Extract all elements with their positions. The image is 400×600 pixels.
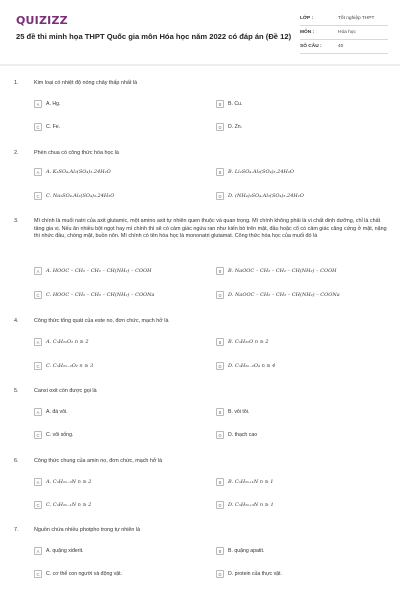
option-c[interactable]	[34, 429, 204, 441]
option-b[interactable]	[216, 545, 386, 557]
document-title: 25 đề thi minh họa THPT Quốc gia môn Hóa học năm 2022 có đáp án (Đề 12)	[16, 32, 292, 41]
question-number: 2.	[14, 150, 19, 156]
meta-value: Tốt nghiệp THPT	[338, 16, 375, 21]
option-d[interactable]	[216, 289, 386, 301]
option-letter-box: A	[34, 168, 42, 176]
question-number: 6.	[14, 458, 19, 464]
option-c[interactable]	[34, 499, 204, 511]
option-d[interactable]	[216, 568, 386, 580]
option-letter-box: A	[34, 338, 42, 346]
option-letter-box: B	[216, 547, 224, 555]
option-letter-box: D	[216, 501, 224, 509]
page-header	[0, 0, 400, 62]
option-text: D. NaOOC – CH₂ – CH₂ – CH(NH₂) – COONa	[228, 292, 340, 298]
option-letter-box: A	[34, 267, 42, 275]
option-text: B. quặng apatit.	[228, 548, 265, 554]
question-number: 4.	[14, 318, 19, 324]
meta-value: 40	[338, 44, 344, 49]
option-b[interactable]	[216, 476, 386, 488]
option-letter-box: C	[34, 362, 42, 370]
option-d[interactable]	[216, 499, 386, 511]
option-text: D. CₙH₂ₙ₋₂O₄ n ≥ 4	[228, 363, 276, 369]
header-divider	[0, 64, 400, 66]
option-b[interactable]	[216, 166, 386, 178]
option-letter-box: C	[34, 192, 42, 200]
option-text: C. CₙH₂ₙ₋₁N n ≥ 2	[46, 502, 92, 508]
option-letter-box: A	[34, 408, 42, 416]
option-text: A. K₂SO₄.Al₂(SO₄)₃.24H₂O	[46, 169, 111, 175]
option-a[interactable]	[34, 336, 204, 348]
option-text: C. HOOC – CH₂ – CH₂ – CH(NH₂) – COONa	[46, 292, 155, 298]
option-text: A. Hg.	[46, 101, 61, 107]
option-letter-box: C	[34, 431, 42, 439]
question-number: 5.	[14, 388, 19, 394]
option-letter-box: B	[216, 168, 224, 176]
option-c[interactable]	[34, 190, 204, 202]
meta-key: SỐ CÂU :	[300, 44, 322, 49]
question-text: Kim loại có nhiệt độ nóng chảy thấp nhất là	[34, 80, 138, 86]
question-text: Mì chính là muối natri của axit glutamic, một amino axit tự nhiên quen thuộc và quan trọng. Mì chính không phải là vi chất dinh dưỡng, chỉ là chất tăng gia vị. Nếu ăn nhiều bột ngọt hay mì chính thì sẽ có cảm giác ngứa ran như kiến bò trên mặt, đầu hoặc cổ có cảm giác căng cứng ở mặt, nặng thì nhức đầu, chóng mặt, buồn nôn. Mì chính có tên hóa học là mononatri glutamat. Công thức hóa học của muối đó là	[34, 218, 387, 240]
option-text: B. CₙH₂ₙ₊₁N n ≥ 1	[228, 479, 274, 485]
option-a[interactable]	[34, 406, 204, 418]
option-b[interactable]	[216, 336, 386, 348]
option-text: A. quặng xiđerit.	[46, 548, 84, 554]
option-text: A. CₙH₂ₙO₂ n ≥ 2	[46, 339, 89, 345]
option-text: C. Na₂SO₄.Al₂(SO₄)₃.24H₂O	[46, 193, 115, 199]
option-letter-box: D	[216, 291, 224, 299]
option-letter-box: A	[34, 547, 42, 555]
option-c[interactable]	[34, 360, 204, 372]
option-text: C. Fe.	[46, 124, 61, 130]
option-c[interactable]	[34, 289, 204, 301]
option-text: C. CₙH₂ₙ₋₂O₂ n ≥ 3	[46, 363, 94, 369]
meta-row-subject	[300, 26, 388, 40]
question-text: Công thức chung của amin no, đơn chức, mạch hở là	[34, 458, 163, 464]
option-text: A. đá vôi.	[46, 409, 68, 415]
option-letter-box: C	[34, 570, 42, 578]
option-d[interactable]	[216, 429, 386, 441]
question-text: Nguồn chứa nhiều photpho trong tự nhiên là	[34, 527, 141, 533]
option-letter-box: C	[34, 291, 42, 299]
option-text: A. HOOC – CH₂ – CH₂ – CH(NH₂) – COOH	[46, 268, 152, 274]
option-letter-box: B	[216, 267, 224, 275]
option-letter-box: B	[216, 408, 224, 416]
option-text: D. Zn.	[228, 124, 243, 130]
option-text: C. cơ thể con người và động vật.	[46, 571, 123, 577]
question-text: Công thức tổng quát của este no, đơn chức, mạch hở là	[34, 318, 169, 324]
option-letter-box: D	[216, 192, 224, 200]
option-text: C. vôi sống.	[46, 432, 74, 438]
option-c[interactable]	[34, 121, 204, 133]
option-letter-box: D	[216, 431, 224, 439]
question-number: 1.	[14, 80, 19, 86]
option-a[interactable]	[34, 265, 204, 277]
option-text: A. CₙH₂ₙ₋₅N n ≥ 2	[46, 479, 92, 485]
option-c[interactable]	[34, 568, 204, 580]
option-d[interactable]	[216, 360, 386, 372]
option-letter-box: A	[34, 100, 42, 108]
meta-key: MÔN :	[300, 30, 315, 35]
option-letter-box: D	[216, 570, 224, 578]
option-letter-box: D	[216, 362, 224, 370]
question-text: Canxi oxit còn được gọi là	[34, 388, 97, 394]
option-a[interactable]	[34, 98, 204, 110]
option-a[interactable]	[34, 166, 204, 178]
option-letter-box: B	[216, 100, 224, 108]
option-b[interactable]	[216, 406, 386, 418]
option-text: B. CₙH₂ₙO n ≥ 2	[228, 339, 269, 345]
option-letter-box: C	[34, 501, 42, 509]
option-letter-box: B	[216, 478, 224, 486]
meta-row-count	[300, 40, 388, 54]
option-text: B. NaOOC – CH₂ – CH₂ – CH(NH₂) – COOH	[228, 268, 337, 274]
question-text: Phèn chua có công thức hóa học là	[34, 150, 119, 156]
option-b[interactable]	[216, 265, 386, 277]
option-text: D. protein của thực vật.	[228, 571, 282, 577]
option-text: D. CₙH₂ₙ₊₃N n ≥ 1	[228, 502, 274, 508]
option-letter-box: A	[34, 478, 42, 486]
option-text: D. thạch cao	[228, 432, 258, 438]
meta-key: LỚP :	[300, 16, 314, 21]
meta-table	[300, 12, 388, 54]
option-a[interactable]	[34, 476, 204, 488]
question-number: 7.	[14, 527, 19, 533]
option-letter-box: D	[216, 123, 224, 131]
option-text: D. (NH₄)₂SO₄.Al₂(SO₄)₃.24H₂O	[228, 193, 304, 199]
option-b[interactable]	[216, 98, 386, 110]
option-d[interactable]	[216, 121, 386, 133]
option-a[interactable]	[34, 545, 204, 557]
option-text: B. Li₂SO₄.Al₂(SO₄)₃.24H₂O	[228, 169, 294, 175]
quizizz-logo: QUIZIZZ	[16, 14, 68, 27]
meta-row-class	[300, 12, 388, 26]
question-number: 3.	[14, 218, 19, 224]
option-letter-box: C	[34, 123, 42, 131]
option-text: B. vôi tôi.	[228, 409, 250, 415]
option-text: B. Cu.	[228, 101, 243, 107]
option-d[interactable]	[216, 190, 386, 202]
meta-value: Hóa học	[338, 30, 356, 35]
option-letter-box: B	[216, 338, 224, 346]
